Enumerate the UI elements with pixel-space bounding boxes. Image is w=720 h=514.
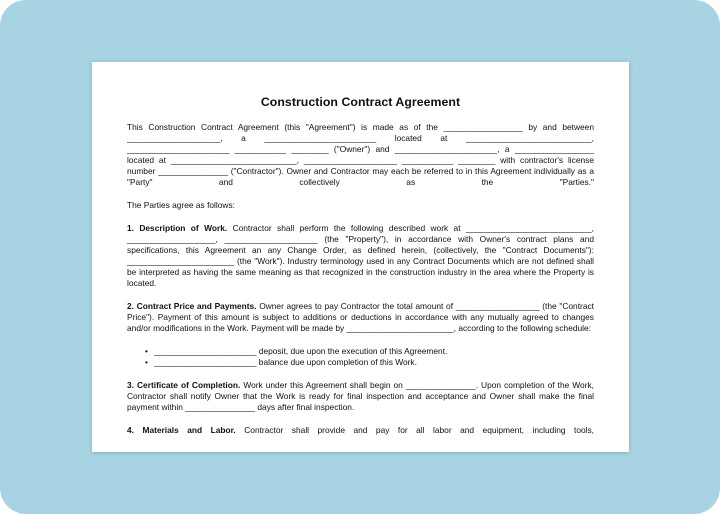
section-description-of-work (127, 223, 594, 289)
intro-paragraph (127, 122, 594, 188)
section-4-heading: 4. Materials and Labor. (127, 425, 236, 435)
section-1-body: Contractor shall perform the following described work at ___________________________, ___________________, ____________________ (the "Property"), in accordance with Owner's contract plans and specifications, this Agreement an any Change Order, as defined herein, (collectively, the "Contract Documents"): _______________________ (the "Work"). Industry terminology used in any Contract Documents which are not defined shall be interpreted as having the same meaning as that recognized in the construction industry in the area where the Property is located. (127, 223, 594, 288)
section-1-heading: 1. Description of Work. (127, 223, 228, 233)
schedule-item-balance: ______________________ balance due upon completion of this Work. (154, 357, 417, 367)
section-2-heading: 2. Contract Price and Payments. (127, 301, 257, 311)
section-3-body: Work under this Agreement shall begin on _______________. Upon completion of the Work, Contractor shall notify Owner that the Work is ready for final inspection and acceptance and Owner shall make the final payment within _______________ days after final inspection. (127, 380, 595, 412)
bullet-icon: • (145, 357, 148, 367)
bullet-icon: • (145, 346, 148, 356)
parties-agree-text: The Parties agree as follows: (127, 200, 235, 210)
section-3-heading: 3. Certificate of Completion. (127, 380, 241, 390)
section-materials-and-labor (127, 425, 594, 436)
section-2-body: Owner agrees to pay Contractor the total amount of __________________ (the "Contract Price"). Payment of this amount is subject to additions or deductions in accordance with any mutually agreed to changes and/or modifications in the Work. Payment will be made by _______________________, according to the following schedule: (127, 301, 595, 333)
document-content (127, 95, 594, 448)
section-contract-price (127, 301, 594, 334)
intro-line-1: This Construction Contract Agreement (this "Agreement") is made as of the _________________ by and between ____________________, a ________________________ located at ___________________________, ______________________ ___________ (127, 122, 594, 154)
intro-line-2: ________ ("Owner") and ______________________, a _________________ located at ___________________________, ____________________ ___________ (127, 144, 595, 165)
list-item (127, 357, 594, 368)
section-certificate-of-completion (127, 380, 594, 413)
intro-line-3: ________ with contractor's license number _______________ ("Contractor"). Owner and Contractor may each be referred to in this Agreement individually as a "Party" and collectively as the "Parties." (127, 155, 595, 187)
list-item (127, 346, 594, 357)
document-page (92, 62, 629, 452)
document-title: Construction Contract Agreement (260, 95, 461, 109)
section-4-body: Contractor shall provide and pay for all labor and equipment, including tools, (244, 425, 595, 435)
schedule-item-deposit: ______________________ deposit, due upon the execution of this Agreement. (154, 346, 448, 356)
payment-schedule-list (127, 346, 594, 368)
